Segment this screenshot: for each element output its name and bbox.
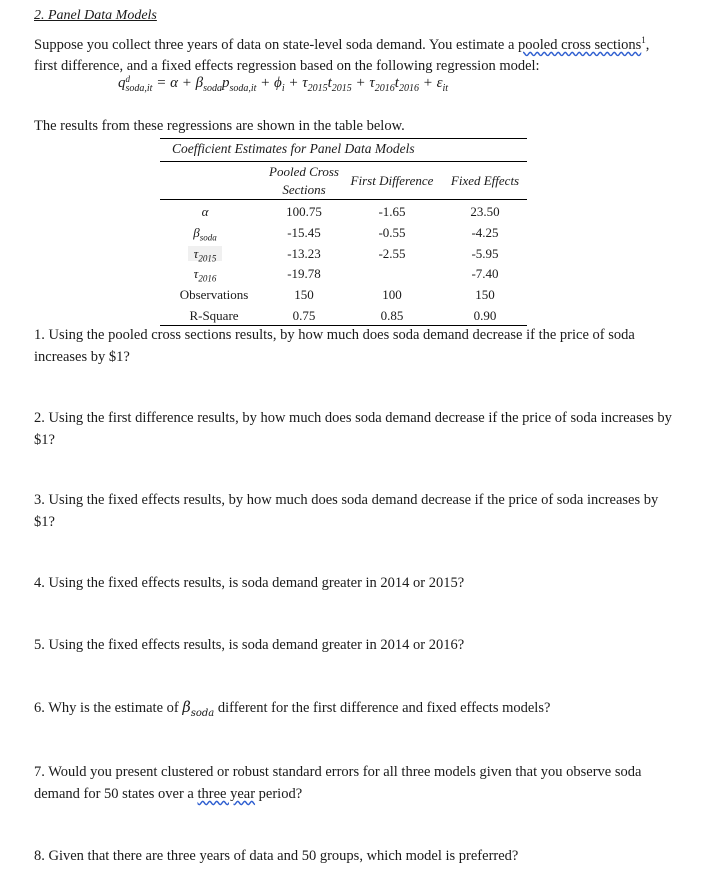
cell-tau2015-pooled: -13.23 — [287, 246, 321, 261]
cell-obs-pooled: 150 — [294, 287, 314, 302]
cell-alpha-fd: -1.65 — [378, 204, 406, 219]
question-1: 1. Using the pooled cross sections results, by how much does soda demand decrease if the price of soda increases by $1? — [34, 327, 635, 365]
question-3: 3. Using the fixed effects results, by how much does soda demand decrease if the price of soda increases by $1? — [34, 492, 659, 530]
question-4: 4. Using the fixed effects results, is soda demand greater in 2014 or 2015? — [34, 575, 465, 591]
row-label-beta-soda: $\beta_{soda}$ — [193, 225, 217, 243]
cell-tau2015-fd: -2.55 — [378, 246, 406, 261]
cell-tau2016-fe: -7.40 — [471, 266, 499, 281]
pooled-cross-sections-link[interactable]: pooled cross sections — [518, 36, 642, 53]
question-7: 7. Would you present clustered or robust standard errors for all three models given that you observe soda demand for 50 states over a three year period? — [34, 764, 642, 802]
cell-rsq-pooled: 0.75 — [292, 308, 316, 323]
table-header-rule — [160, 199, 527, 200]
cell-obs-fe: 150 — [475, 287, 495, 302]
cell-beta-fe: -4.25 — [471, 225, 499, 240]
row-label-alpha: α — [201, 204, 209, 219]
three-year-link[interactable]: three year — [197, 786, 256, 802]
row-label-observations: Observations — [179, 287, 249, 302]
cell-alpha-fe: 23.50 — [470, 204, 500, 219]
row-label-tau-2016: $\tau_{2016}$ — [193, 266, 217, 284]
table-intro: The results from these regressions are shown in the table below. — [34, 118, 405, 134]
question-8: 8. Given that there are three years of data and 50 groups, which model is preferred? — [34, 848, 519, 864]
cell-obs-fd: 100 — [382, 287, 402, 302]
table-caption-rule — [160, 161, 527, 162]
cell-beta-pooled: -15.45 — [287, 225, 321, 240]
intro-paragraph: Suppose you collect three years of data on state-level soda demand. You estimate a pooled cross sections$^1$, first difference, and a fixed effects regression based on the following regression model: — [34, 35, 650, 74]
col-header-pooled: Pooled Cross Sections — [269, 164, 339, 197]
cell-tau2015-fe: -5.95 — [471, 246, 499, 261]
cell-tau2016-pooled: -19.78 — [287, 266, 321, 281]
regression-equation: q d soda,it = $\alpha + \beta_{soda}p_{soda,it} + \phi_i + \tau_{2015}t_{2015} + \tau_{2016}t_{2016} + \varepsilon_{it}$ — [118, 74, 449, 94]
question-2: 2. Using the first difference results, by how much does soda demand decrease if the price of soda increases by $1? — [34, 410, 672, 448]
cell-beta-fd: -0.55 — [378, 225, 406, 240]
cell-rsq-fd: 0.85 — [380, 308, 404, 323]
table-caption: Coefficient Estimates for Panel Data Models — [172, 141, 415, 156]
cell-rsq-fe: 0.90 — [473, 308, 497, 323]
question-6: 6. Why is the estimate of $\beta_{soda}$ different for the first difference and fixed effects models? — [34, 700, 551, 719]
row-label-rsquare: R-Square — [189, 308, 239, 323]
col-header-first-difference: First Difference — [350, 173, 434, 188]
section-title: 2. Panel Data Models — [34, 8, 157, 23]
table-top-rule — [160, 138, 527, 139]
col-header-fixed-effects: Fixed Effects — [450, 173, 520, 188]
question-5: 5. Using the fixed effects results, is soda demand greater in 2014 or 2016? — [34, 637, 465, 653]
cell-alpha-pooled: 100.75 — [286, 204, 322, 219]
row-label-tau-2015: $\tau_{2015}$ — [150, 246, 260, 264]
